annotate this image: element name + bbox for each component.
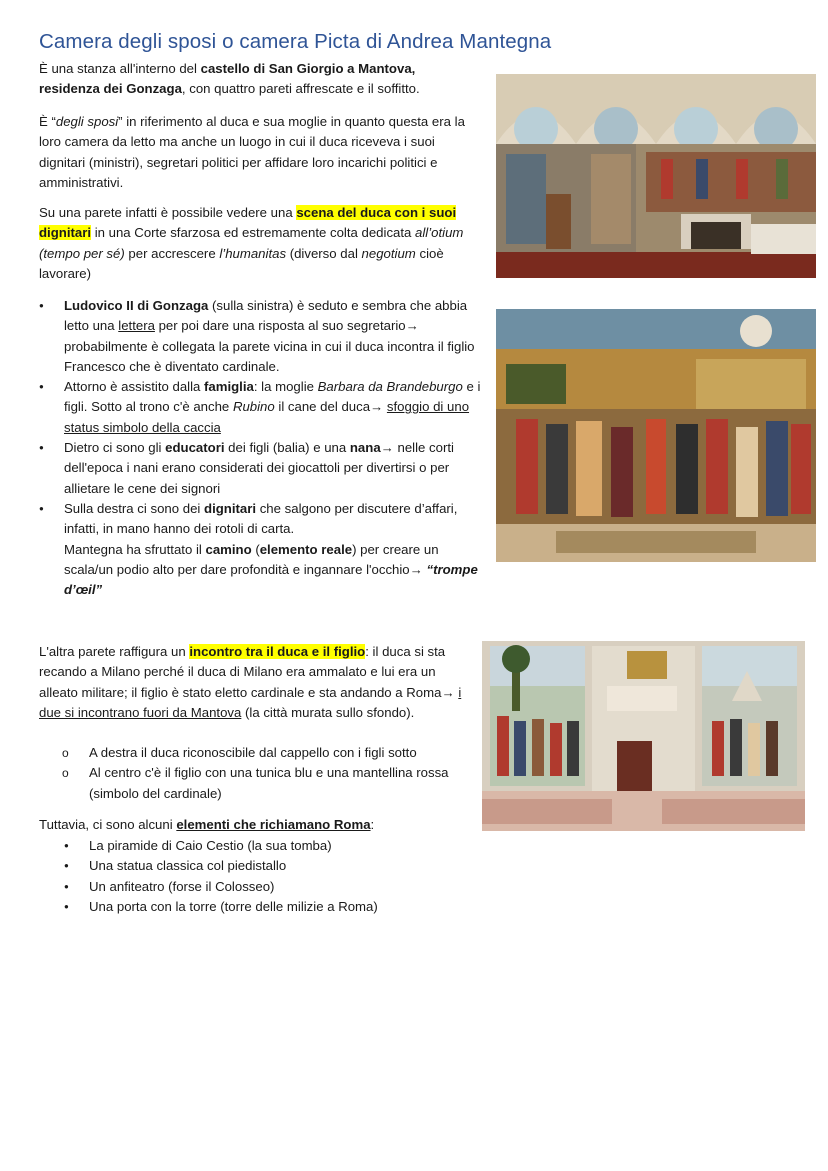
list-item: ● Un anfiteatro (forse il Colosseo)	[64, 877, 464, 897]
list-item: ● Una statua classica col piedistallo	[64, 856, 464, 876]
room-overview-image	[496, 74, 816, 278]
list-item: ● Sulla destra ci sono dei dignitari che salgono per discutere d’affari, infatti, in mano hanno dei rotoli di carta. Mantegna ha sfruttato il camino (elemento reale) per creare un scala/un podio alto per dare profondità e ingannare l'occhio→ “trompe d’œil”	[39, 499, 482, 600]
court-scene-image	[496, 309, 816, 562]
meeting-paragraph: L'altra parete raffigura un incontro tra il duca e il figlio: il duca si sta recando a Milano perché il duca di Milano era ammalato e lui era un alleato militare; il figlio è stato eletto cardinale e sta andando a Roma→ i due si incontrano fuori da Mantova (la città murata sullo sfondo).	[39, 644, 462, 720]
meeting-scene-image	[482, 641, 805, 831]
list-item: o A destra il duca riconoscibile dal cappello con i figli sotto	[62, 743, 452, 763]
otium-paragraph: Su una parete infatti è possibile vedere una scena del duca con i suoi dignitari in una Corte sfarzosa ed estremamente colta dedicata all’otium (tempo per sé) per accrescere l’humanitas (diverso dal negotium cioè lavorare)	[39, 205, 464, 281]
list-item: ● La piramide di Caio Cestio (la sua tomba)	[64, 836, 464, 856]
degli-sposi-paragraph: È “degli sposi” in riferimento al duca e sua moglie in quanto questa era la loro camera da letto ma anche un luogo in cui il duca riceveva i suoi dignitari (ministri), segretari politici per affidare loro incarichi politici e amministrativi.	[39, 114, 465, 190]
rome-elements-intro: Tuttavia, ci sono alcuni elementi che richiamano Roma:	[39, 817, 375, 832]
rome-elements-list	[64, 836, 464, 917]
list-item: ● Dietro ci sono gli educatori dei figli (balia) e una nana→ nelle corti dell'epoca i nani erano considerati dei giocattoli per divertirsi o per allietare le cene dei signori	[39, 438, 482, 499]
court-description-list	[39, 296, 482, 600]
meeting-details-list	[62, 743, 452, 804]
intro-paragraph: È una stanza all'interno del castello di San Giorgio a Mantova, residenza dei Gonzaga, con quattro pareti affrescate e il soffitto.	[39, 61, 420, 97]
list-item: o Al centro c'è il figlio con una tunica blu e una mantellina rossa (simbolo del cardinale)	[62, 763, 452, 804]
list-item: ● Una porta con la torre (torre delle milizie a Roma)	[64, 897, 464, 917]
list-item: ● Attorno è assistito dalla famiglia: la moglie Barbara da Brandeburgo e i figli. Sotto al trono c'è anche Rubino il cane del duca→ sfoggio di uno status simbolo della caccia	[39, 377, 482, 438]
page-title: Camera degli sposi o camera Picta di Andrea Mantegna	[39, 30, 552, 53]
list-item: ● Ludovico II di Gonzaga (sulla sinistra) è seduto e sembra che abbia letto una lettera per poi dare una risposta al suo segretario→ probabilmente è collegata la parete vicina in cui il duca incontra il figlio Francesco che è diventato cardinale.	[39, 296, 482, 377]
